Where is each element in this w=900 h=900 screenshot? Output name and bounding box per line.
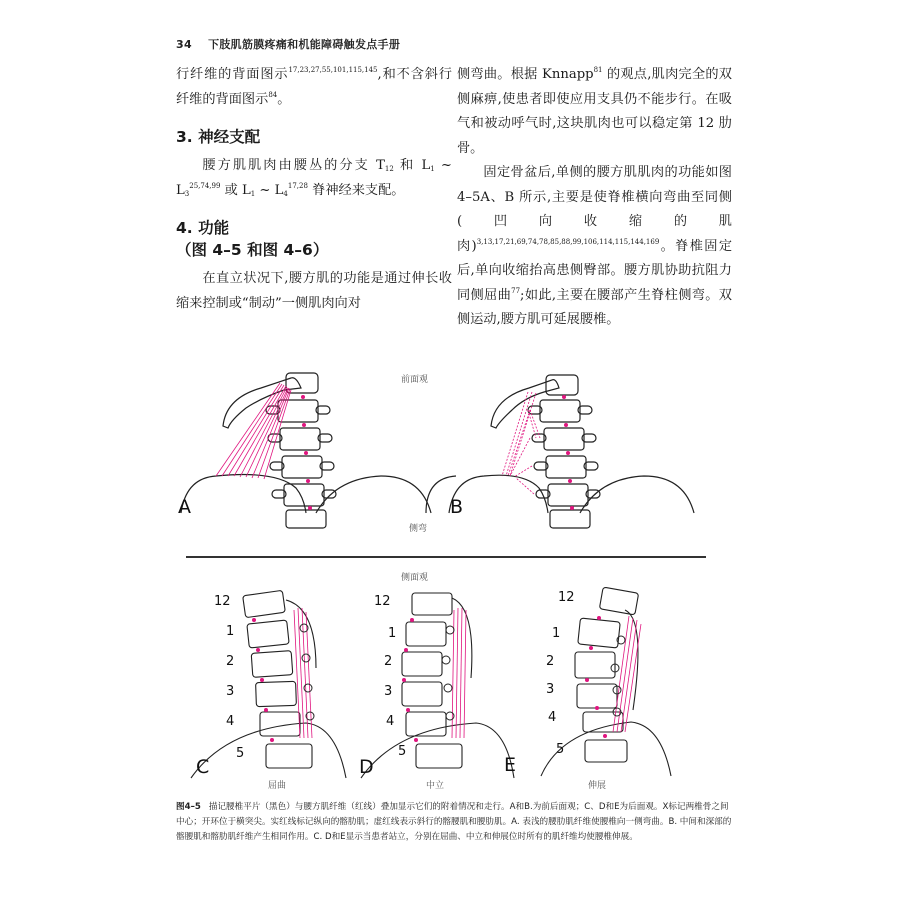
vertebra-label-t12: 12: [214, 594, 231, 609]
left-column: [176, 63, 452, 316]
section-heading-function: 4. 功能: [176, 219, 230, 237]
paragraph-function: 在直立状况下,腰方肌的功能是通过伸长收缩来控制或“制动”一侧肌肉向对: [176, 271, 452, 311]
vertebra-label-l2: 2: [226, 654, 235, 669]
paragraph-fibers: 行纤维的背面图示$^{17,23,27,55,101,115,145}$,和不含斜行纤维的背面图示$^{84}$。: [176, 66, 452, 107]
spine-illustration-b: [444, 348, 714, 528]
vertebra-label-l2: 2: [546, 654, 555, 669]
motion-label-lateral-bend: 侧弯: [409, 524, 428, 534]
vertebra-label-l5: 5: [398, 744, 407, 759]
posture-label-extension: 伸展: [588, 781, 607, 791]
spine-illustration-d: [356, 588, 526, 778]
vertebra-label-l4: 4: [548, 710, 557, 725]
vertebra-label-l4: 4: [226, 714, 235, 729]
book-title: 下肢肌筋膜疼痛和机能障碍触发点手册: [208, 38, 401, 51]
vertebra-label-l1: 1: [388, 626, 397, 641]
paragraph-innervation: 腰方肌肌肉由腰丛的分支 $T_{12}$ 和 $L_1$ ~ $L_3^{25,74,99}$ 或 $L_1$ ~ $L_4^{17,28}$ 脊神经来支配。: [176, 158, 452, 198]
vertebra-label-t12: 12: [374, 594, 391, 609]
panel-label-c: C: [196, 756, 210, 778]
spine-illustration-c: [186, 588, 356, 778]
panel-label-e: E: [504, 754, 517, 776]
vertebra-label-l3: 3: [226, 684, 235, 699]
right-column: [457, 63, 732, 333]
spine-illustration-e: [521, 580, 691, 770]
running-header: [176, 36, 400, 52]
section-heading-innervation: 3. 神经支配: [176, 128, 261, 146]
posture-label-flexion: 屈曲: [268, 781, 287, 791]
posture-label-neutral: 中立: [426, 781, 445, 791]
view-label-side: 侧面观: [401, 573, 429, 583]
vertebra-label-l2: 2: [384, 654, 393, 669]
page-number: 34: [176, 38, 192, 51]
vertebra-label-l3: 3: [384, 684, 393, 699]
caption-text: 描记腰椎平片（黑色）与腰方肌纤维（红线）叠加显示它们的附着情况和走行。A和B.为前后面观；C、D和E为后面观。X标记两椎骨之间中心；开环位于横突尖。实红线标记纵向的髂肋肌；虚红线表示斜行的髂腰肌和腰肋肌。A. 表浅的腰肋肌纤维使腰椎向一侧弯曲。B. 中间和深部的髂腰肌和髂肋肌纤维产生相同作用。C. D和E显示当患者站立，分别在屈曲、中立和伸展位时所有的肌纤维均使腰椎伸展。: [176, 802, 732, 842]
figure-4-5: [176, 348, 732, 793]
panel-label-d: D: [359, 756, 374, 778]
section-subheading-figures: （图 4–5 和图 4–6）: [176, 241, 329, 259]
view-label-front: 前面观: [401, 375, 429, 385]
figure-number: 图4–5: [176, 802, 201, 812]
vertebra-label-l5: 5: [236, 746, 245, 761]
vertebra-label-l4: 4: [386, 714, 395, 729]
panel-label-a: A: [178, 496, 191, 518]
paragraph-pelvis-fixed: 固定骨盆后,单侧的腰方肌肌肉的功能如图 4–5A、B 所示,主要是使脊椎横向弯曲至同侧(凹向收缩的肌肉)$^{3,13,17,21,69,74,78,85,88,99,106,114,115,144,169}$。脊椎固定后,单向收缩抬高患侧臀部。腰方肌协助抗阻力同侧屈曲$^{77}$;如此,主要在腰部产生脊柱侧弯。双侧运动,腰方肌可延展腰椎。: [457, 165, 733, 327]
panel-label-b: B: [450, 496, 464, 518]
vertebra-label-l1: 1: [226, 624, 235, 639]
vertebra-label-l3: 3: [546, 682, 555, 697]
figure-divider: [186, 556, 706, 558]
vertebra-label-l5: 5: [556, 742, 565, 757]
vertebra-label-t12: 12: [558, 590, 575, 605]
paragraph-paralysis: 侧弯曲。根据 Knnapp$^{81}$ 的观点,肌肉完全的双侧麻痹,使患者即使应用支具仍不能步行。在吸气和被动呼气时,这块肌肉也可以稳定第 12 肋骨。: [457, 66, 732, 156]
vertebra-label-l1: 1: [552, 626, 561, 641]
figure-caption: [176, 800, 732, 845]
